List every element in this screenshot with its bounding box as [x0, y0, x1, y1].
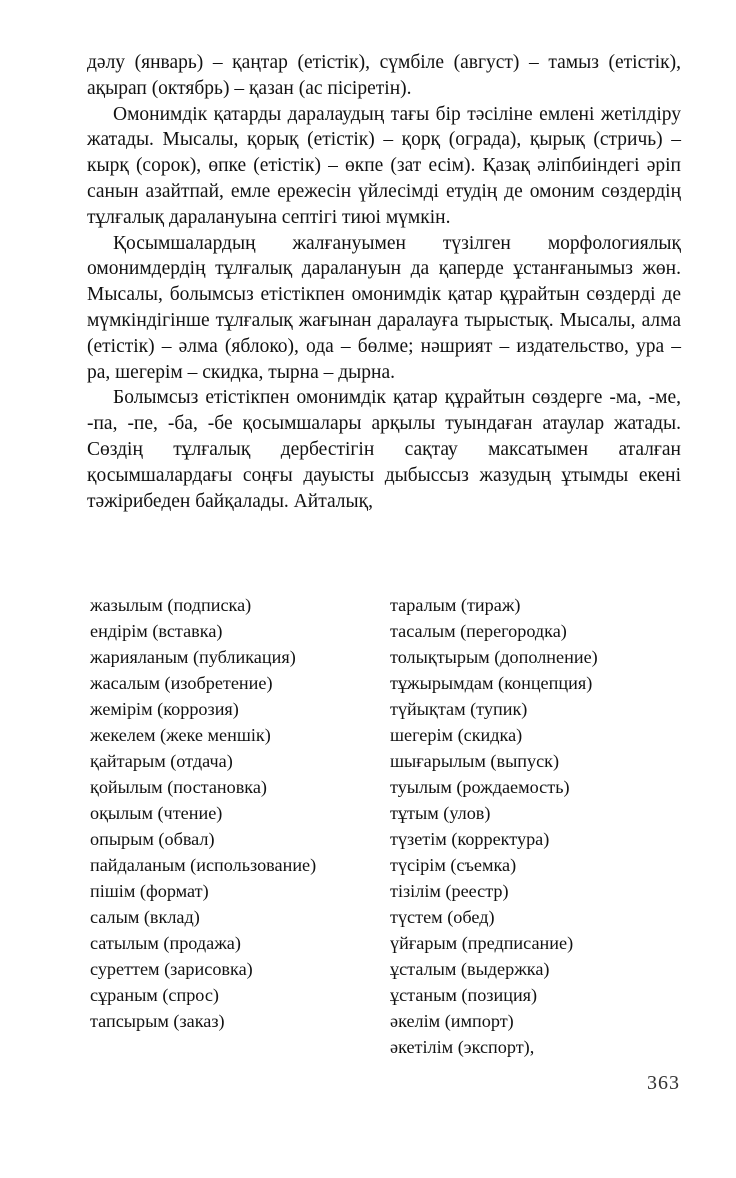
list-item: қайтарым (отдача)	[90, 751, 233, 771]
list-item: жекелем (жеке меншік)	[90, 725, 271, 745]
list-item: тізілім (реестр)	[390, 881, 509, 901]
body-text	[87, 50, 681, 514]
list-item: салым (вклад)	[90, 907, 200, 927]
list-item: суреттем (зарисовка)	[90, 959, 253, 979]
page-number: 363	[647, 1072, 680, 1094]
list-item: түзетім (корректура)	[390, 829, 550, 849]
list-item: тасалым (перегородка)	[390, 621, 567, 641]
list-item: тұтым (улов)	[390, 803, 491, 823]
paragraph-1: дəлу (январь) – қаңтар (етістік), сүмбіле (август) – тамыз (етістік), ақырап (октябрь) – қазан (ас пісіретін).	[87, 52, 681, 99]
list-item: қойылым (постановка)	[90, 777, 267, 797]
list-item: жарияланым (публикация)	[90, 647, 296, 667]
list-item: түстем (обед)	[390, 907, 495, 927]
list-item: жемірім (коррозия)	[90, 699, 239, 719]
list-item: əкетілім (экспорт),	[390, 1037, 535, 1057]
list-item: түсірім (съемка)	[390, 855, 517, 875]
word-list-left-column	[90, 592, 380, 1034]
list-item: шегерім (скидка)	[390, 725, 523, 745]
list-item: толықтырым (дополнение)	[390, 647, 598, 667]
list-item: түйықтам (тупик)	[390, 699, 528, 719]
list-item: жасалым (изобретение)	[90, 673, 273, 693]
list-item: сатылым (продажа)	[90, 933, 241, 953]
list-item: ұсталым (выдержка)	[390, 959, 550, 979]
list-item: тапсырым (заказ)	[90, 1011, 225, 1031]
list-item: сұраным (спрос)	[90, 985, 219, 1005]
list-item: опырым (обвал)	[90, 829, 215, 849]
list-item: үйғарым (предписание)	[390, 933, 574, 953]
list-item: əкелім (импорт)	[390, 1011, 514, 1031]
list-item: шығарылым (выпуск)	[390, 751, 560, 771]
list-item: жазылым (подписка)	[90, 595, 252, 615]
list-item: тұжырымдам (концепция)	[390, 673, 593, 693]
list-item: пайдаланым (использование)	[90, 855, 317, 875]
paragraph-4: Болымсыз етістікпен омонимдік қатар құрайтын сөздерге -ма, -ме, -па, -пе, -ба, -бе қосымшалары арқылы туындаған атаулар жатады. Сөздің тұлғалық дербестігін сақтау максатымен аталған қосымшалардағы соңғы дауысты дыбыссыз жазудың ұтымды екені тəжірибеден байқалады. Айталық,	[87, 387, 681, 512]
list-item: оқылым (чтение)	[90, 803, 223, 823]
word-list-right-column	[390, 592, 690, 1060]
list-item: таралым (тираж)	[390, 595, 521, 615]
paragraph-2: Омонимдік қатарды даралаудың тағы бір тəсіліне емлені жетілдіру жатады. Мысалы, қорық (етістік) – қорқ (ограда), қырық (стричь) – кырқ (сорок), өпке (етістік) – өкпе (зат есім). Қазақ əліпбиіндегі əріп санын азайтпай, емле ережесін үйлесімді етудің де омоним сөздердің тұлғалық даралануына септігі тиюі мүмкін.	[87, 103, 681, 228]
list-item: пішім (формат)	[90, 881, 209, 901]
paragraph-3: Қосымшалардың жалғануымен түзілген морфологиялық омонимдердің тұлғалық даралануын да қаперде ұстанғанымыз жөн. Мысалы, болымсыз етістікпен омонимдік қатар құрайтын сөздерді де мүмкіндігінше тұлғалық жағынан даралауға тырыстық. Мысалы, алма (етістік) – əлма (яблоко), ода – бөлме; нəшрият – издательство, ура – ра, шегерім – скидка, тырна – дырна.	[87, 232, 681, 383]
list-item: туылым (рождаемость)	[390, 777, 570, 797]
list-item: ұстаным (позиция)	[390, 985, 538, 1005]
list-item: ендірім (вставка)	[90, 621, 223, 641]
